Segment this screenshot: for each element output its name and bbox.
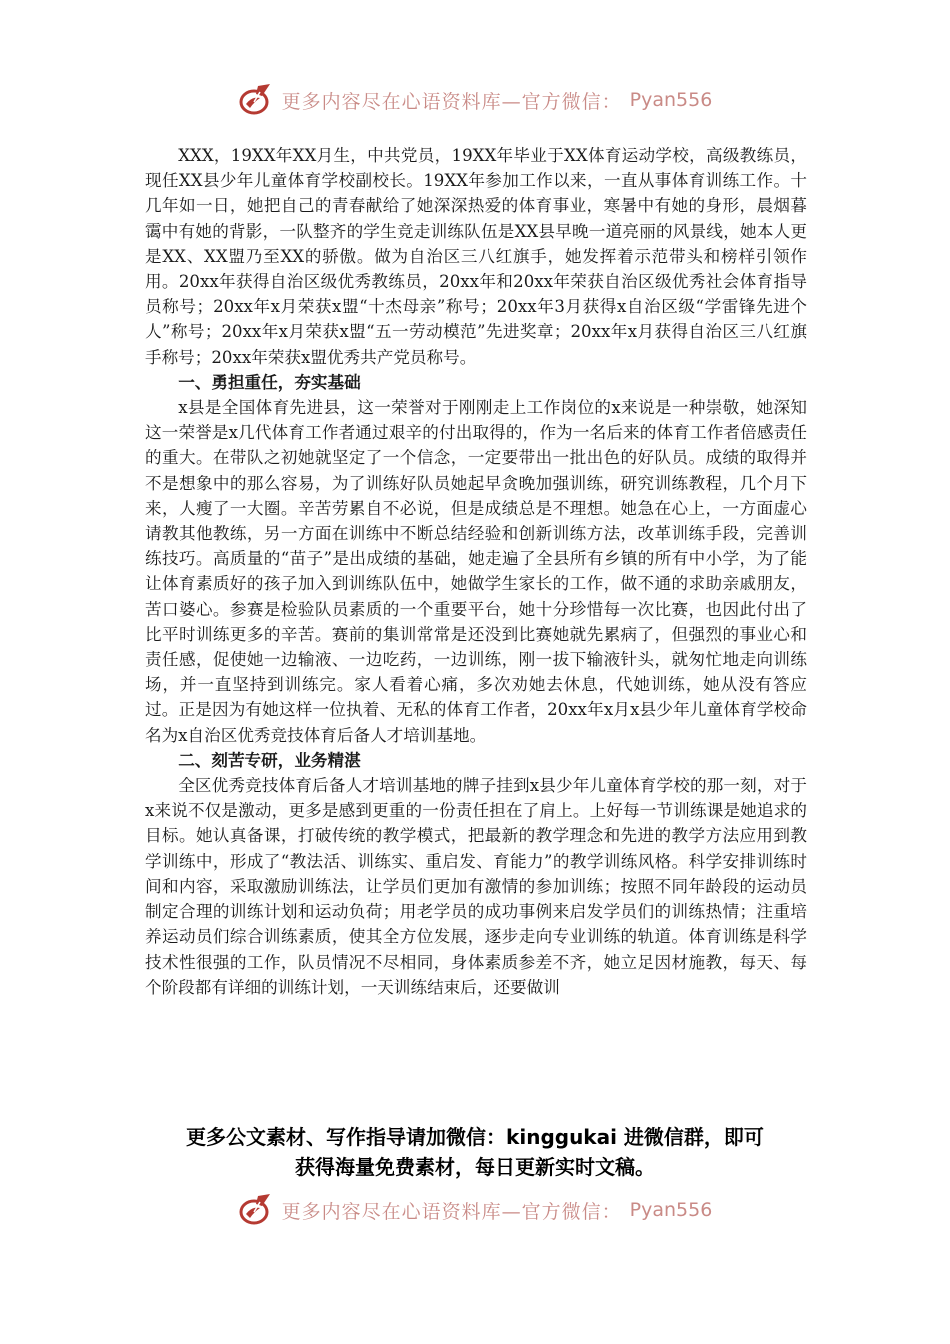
watermark-wechat-id: Pyan556 (629, 89, 713, 111)
document-body (145, 143, 807, 1000)
watermark-wechat-id: Pyan556 (629, 1199, 713, 1221)
pen-logo-icon (238, 82, 274, 118)
section-paragraph-2: 全区优秀竞技体育后备人才培训基地的牌子挂到x县少年儿童体育学校的那一刻，对于x来说不仅是激动，更多是感到更重的一份责任担在了肩上。上好每一节训练课是她追求的目标。她认真备课，打破传统的教学模式，把最新的教学理念和先进的教学方法应用到教学训练中，形成了“教法活、训练实、重启发、育能力”的教学训练风格。科学安排训练时间和内容，采取激励训练法，让学员们更加有激情的参加训练；按照不同年龄段的运动员制定合理的训练计划和运动负荷；用老学员的成功事例来启发学员们的训练热情；注重培养运动员们综合训练素质，使其全方位发展，逐步走向专业训练的轨道。体育训练是科学技术性很强的工作，队员情况不尽相同，身体素质参差不齐，她立足因材施教，每天、每个阶段都有详细的训练计划，一天训练结束后，还要做训 (145, 776, 807, 997)
footer-watermark (0, 1192, 950, 1228)
header-watermark (0, 82, 950, 118)
intro-paragraph: XXX，19XX年XX月生，中共党员，19XX年毕业于XX体育运动学校，高级教练员，现任XX县少年儿童体育学校副校长。19XX年参加工作以来，一直从事体育训练工作。十几年如一日，她把自己的青春献给了她深深热爱的体育事业，寒暑中有她的身形，晨烟暮霭中有她的背影，一队整齐的学生竞走训练队伍是XX县早晚一道亮丽的风景线，她本人更是XX、XX盟乃至XX的骄傲。做为自治区三八红旗手，她发挥着示范带头和榜样引领作用。20xx年获得自治区级优秀教练员，20xx年和20xx年荣获自治区级优秀社会体育指导员称号；20xx年x月荣获x盟“十杰母亲”称号；20xx年3月获得x自治区级“学雷锋先进个人”称号；20xx年x月荣获x盟“五一劳动模范”先进奖章；20xx年x月获得自治区三八红旗手称号；20xx年荣获x盟优秀共产党员称号。 (145, 146, 807, 367)
section-heading-1: 一、勇担重任，夯实基础 (178, 372, 361, 392)
watermark-text: 更多内容尽在心语资料库—官方微信： (281, 1200, 622, 1223)
pen-logo-icon (238, 1192, 274, 1228)
section-paragraph-1: x县是全国体育先进县，这一荣誉对于刚刚走上工作岗位的x来说是一种崇敬，她深知这一荣誉是x几代体育工作者通过艰辛的付出取得的，作为一名后来的体育工作者倍感责任的重大。在带队之初她就坚定了一个信念，一定要带出一批出色的好队员。成绩的取得并不是想象中的那么容易，为了训练好队员她起早贪晚加强训练，研究训练教程，几个月下来，人瘦了一大圈。辛苦劳累自不必说，但是成绩总是不理想。她急在心上，一方面虚心请教其他教练，另一方面在训练中不断总结经验和创新训练方法，改革训练手段，完善训练技巧。高质量的“苗子”是出成绩的基础，她走遍了全县所有乡镇的所有中小学，为了能让体育素质好的孩子加入到训练队伍中，她做学生家长的工作，做不通的求助亲戚朋友，苦口婆心。参赛是检验队员素质的一个重要平台，她十分珍惜每一次比赛，也因此付出了比平时训练更多的辛苦。赛前的集训常常是还没到比赛她就先累病了，但强烈的事业心和责任感，促使她一边输液、一边吃药，一边训练，刚一拔下输液针头，就匆忙地走向训练场，并一直坚持到训练完。家人看着心痛，多次劝她去休息，代她训练，她从没有答应过。正是因为有她这样一位执着、无私的体育工作者，20xx年x月x县少年儿童体育学校命名为x自治区优秀竞技体育后备人才培训基地。 (145, 398, 807, 745)
promo-banner (0, 1122, 950, 1182)
promo-line-2: 获得海量免费素材，每日更新实时文稿。 (295, 1155, 655, 1179)
watermark-text: 更多内容尽在心语资料库—官方微信： (281, 90, 622, 113)
section-heading-2: 二、刻苦专研，业务精湛 (178, 750, 361, 770)
promo-line-1: 更多公文素材、写作指导请加微信：kinggukai 进微信群，即可 (186, 1125, 764, 1149)
